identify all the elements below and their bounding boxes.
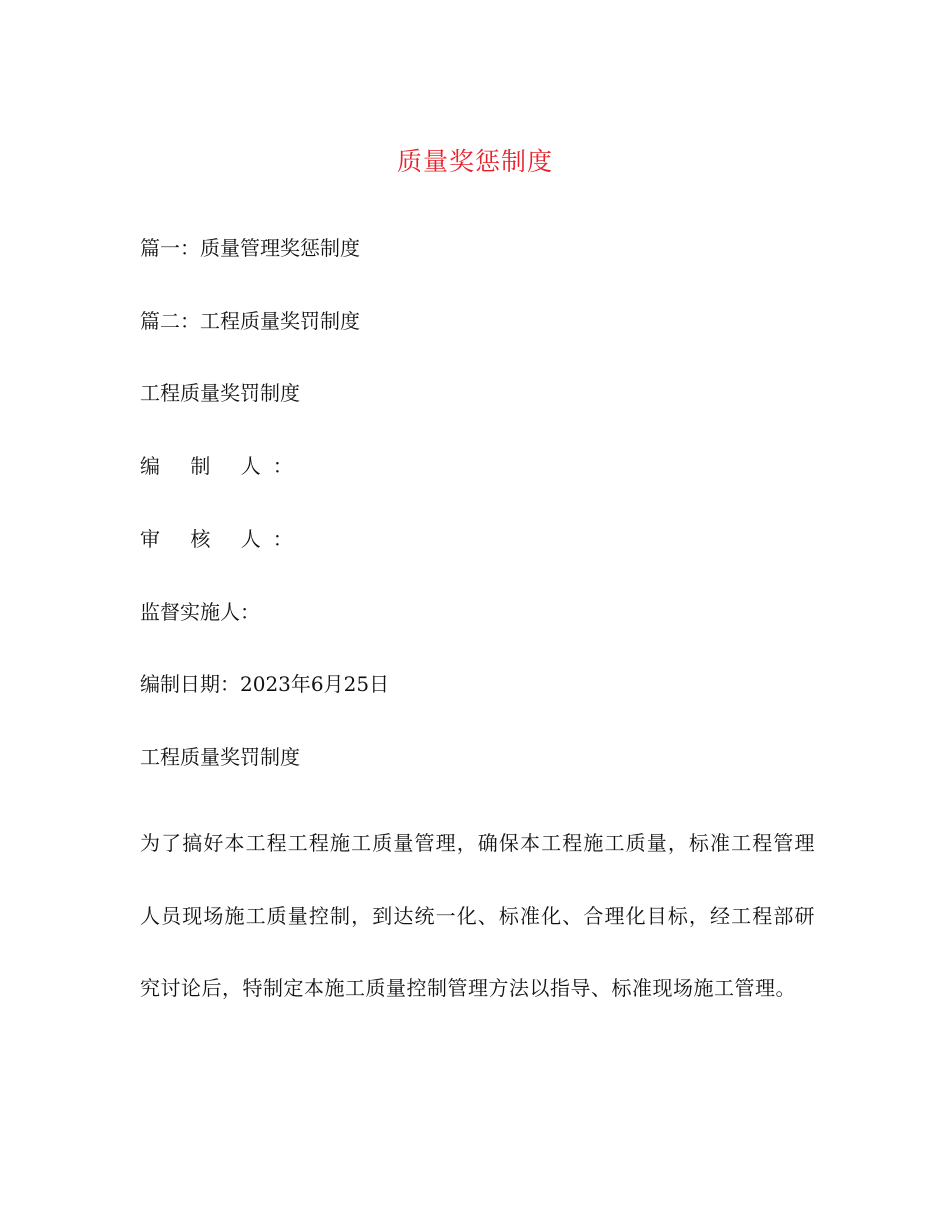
document-title: 质量奖惩制度 [396, 147, 553, 176]
subtitle: 工程质量奖罚制度 [140, 381, 300, 405]
author-field: 编 制 人： [140, 454, 305, 478]
section-heading-1: 篇一：质量管理奖惩制度 [140, 236, 360, 260]
section-title: 工程质量奖罚制度 [140, 745, 300, 769]
supervisor-field: 监督实施人： [140, 600, 260, 624]
section-heading-2: 篇二：工程质量奖罚制度 [140, 309, 360, 333]
date-field: 编制日期：2023年6月25日 [140, 672, 390, 696]
reviewer-field: 审 核 人： [140, 527, 305, 551]
body-paragraph: 为了搞好本工程工程施工质量管理，确保本工程施工质量，标准工程管理人员现场施工质量控制，到达统一化、标准化、合理化目标，经工程部研究讨论后，特制定本施工质量控制管理方法以指导、标准现场施工管理。 [140, 831, 815, 1001]
